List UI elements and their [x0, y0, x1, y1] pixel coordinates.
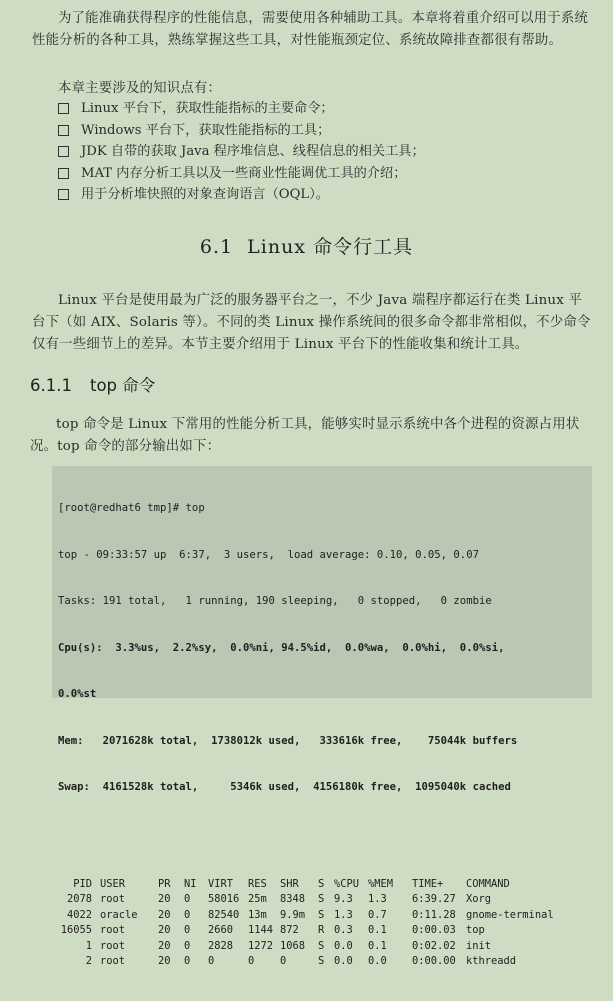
section-number: 6.1: [199, 236, 234, 258]
column-header: PR: [158, 877, 171, 890]
column-header: SHR: [280, 877, 299, 890]
subsection-paragraph: top 命令是 Linux 下常用的性能分析工具，能够实时显示系统中各个进程的资源占用状况。top 命令的部分输出如下：: [30, 417, 580, 454]
table-header-row: [58, 877, 554, 893]
list-item: JDK 自带的获取 Java 程序堆信息、线程信息的相关工具；: [58, 141, 425, 163]
terminal-prompt: [root@redhat6 tmp]# top: [58, 502, 205, 514]
section-title-text: Linux 命令行工具: [247, 236, 414, 258]
subsection-title: [30, 372, 155, 396]
checkbox-bullet-icon: [58, 125, 69, 136]
terminal-uptime: top - 09:33:57 up 6:37, 3 users, load average: 0.10, 0.05, 0.07: [58, 548, 479, 561]
column-header: %CPU: [334, 877, 360, 890]
terminal-cpu-cont: 0.0%st: [58, 688, 97, 700]
column-header: COMMAND: [466, 877, 510, 890]
checkbox-bullet-icon: [58, 103, 69, 114]
list-item: 用于分析堆快照的对象查询语言（OQL）。: [58, 184, 425, 206]
terminal-mem: Mem: 2071628k total, 1738012k used, 333616k free, 75044k buffers: [58, 734, 518, 747]
column-header: TIME+: [412, 877, 444, 890]
table-row: 2078 root 20 0 58016 25m 8348 S 9.3 1.3 6:39.27 Xorg: [66, 893, 492, 905]
process-table: [58, 877, 554, 970]
terminal-swap: Swap: 4161528k total, 5346k used, 4156180k free, 1095040k cached: [58, 781, 511, 793]
column-header: %MEM: [368, 877, 394, 890]
list-item: Windows 平台下，获取性能指标的工具；: [58, 120, 425, 142]
table-row: 2 root 20 0 0 0 0 S 0.0 0.0 0:00.00 kthreadd: [85, 955, 517, 967]
checkbox-bullet-icon: [58, 146, 69, 157]
table-row: 1 root 20 0 2828 1272 1068 S 0.0 0.1 0:02.02 init: [85, 939, 492, 952]
column-header: VIRT: [208, 877, 234, 890]
table-row: 16055 root 20 0 2660 1144 872 R 0.3 0.1 0:00.03 top: [60, 924, 485, 936]
checkbox-bullet-icon: [58, 189, 69, 200]
terminal-output: [52, 466, 592, 967]
column-header: RES: [248, 877, 267, 890]
section-title: [0, 232, 613, 259]
column-header: S: [318, 877, 325, 890]
terminal-tasks: Tasks: 191 total, 1 running, 190 sleeping, 0 stopped, 0 zombie: [58, 595, 492, 607]
list-item: MAT 内存分析工具以及一些商业性能调优工具的介绍；: [58, 163, 425, 185]
column-header: NI: [184, 877, 197, 890]
summary-heading: 本章主要涉及的知识点有：: [58, 81, 222, 96]
table-row: 4022 oracle 20 0 82540 13m 9.9m S 1.3 0.7 0:11.28 gnome-terminal: [66, 908, 554, 921]
checkbox-bullet-icon: [58, 168, 69, 179]
intro-paragraph: 为了能准确获得程序的性能信息，需要使用各种辅助工具。本章将着重介绍可以用于系统性能分析的各种工具，熟练掌握这些工具，对性能瓶颈定位、系统故障排查都很有帮助。: [32, 11, 589, 48]
subsection-title-text: top 命令: [89, 376, 156, 395]
list-item: Linux 平台下，获取性能指标的主要命令；: [58, 98, 425, 120]
terminal-cpu: Cpu(s): 3.3%us, 2.2%sy, 0.0%ni, 94.5%id, 0.0%wa, 0.0%hi, 0.0%si,: [58, 641, 505, 654]
section-paragraph: Linux 平台是使用最为广泛的服务器平台之一，不少 Java 端程序都运行在类 Linux 平台下（如 AIX、Solaris 等）。不同的类 Linux 操作系统间的很多命令都非常相似，不少命令仅有一些细节上的差异。本节主要介绍用于 Linux 平台下的性能收集和统计工具。: [32, 293, 591, 352]
column-header: PID: [73, 877, 92, 890]
knowledge-points-list: [58, 98, 425, 206]
column-header: USER: [100, 877, 126, 890]
subsection-number: 6.1.1: [30, 376, 72, 395]
